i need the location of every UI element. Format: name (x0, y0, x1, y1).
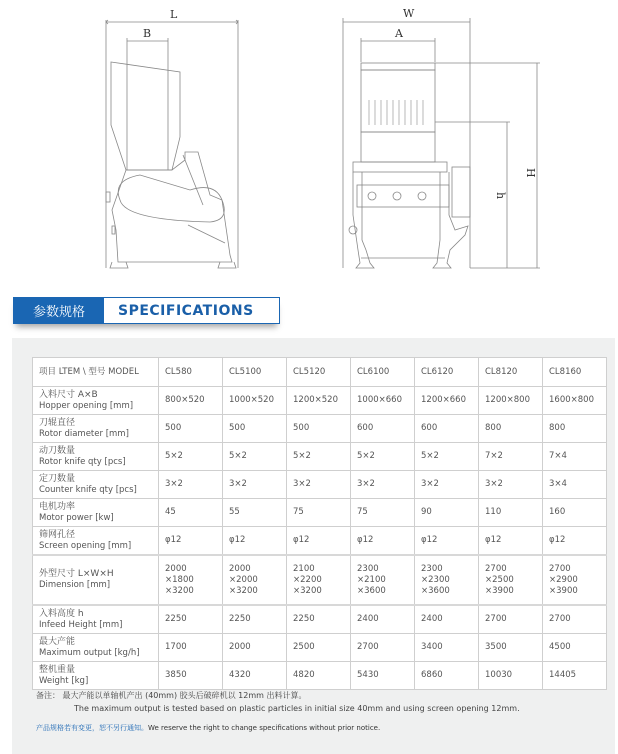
remarks-label: 备注： (36, 691, 60, 700)
table-row (33, 527, 607, 556)
dimension-part: ×3600 (421, 585, 450, 596)
specifications-title-cn: 参数规格 (14, 298, 104, 323)
table-cell: 3×2 (159, 471, 223, 499)
table-cell: φ12 (479, 527, 543, 556)
table-header-row (33, 358, 607, 387)
change-notice-cn: 产品规格若有变更，恕不另行通知。 (36, 724, 148, 732)
table-cell: 160 (543, 499, 607, 527)
table-cell: 1700 (159, 634, 223, 662)
table-cell: 4320 (223, 662, 287, 690)
table-row (33, 443, 607, 471)
table-cell: 4500 (543, 634, 607, 662)
dimension-part: ×2000 (229, 574, 258, 585)
model-header-cell: CL8160 (543, 358, 607, 387)
table-row (33, 634, 607, 662)
row-label-en: Dimension [mm] (39, 580, 111, 590)
table-cell: 6860 (415, 662, 479, 690)
dimension-part: ×3200 (165, 585, 194, 596)
row-label-en: Screen opening [mm] (39, 540, 132, 551)
table-row (33, 499, 607, 527)
row-label-cn: 外型尺寸 L×W×H (39, 569, 114, 579)
dimension-part: ×2900 (549, 574, 578, 585)
table-cell: φ12 (159, 527, 223, 556)
table-cell: 90 (415, 499, 479, 527)
dimension-part: ×1800 (165, 574, 194, 585)
remarks (36, 689, 520, 715)
table-cell: 2700 (479, 605, 543, 634)
row-label-cell (33, 662, 159, 690)
table-cell: 3850 (159, 662, 223, 690)
table-cell: 500 (287, 415, 351, 443)
dim-W-label: W (403, 7, 415, 20)
model-header-cell: CL6120 (415, 358, 479, 387)
row-label-cell (33, 527, 159, 556)
change-notice-en: We reserve the right to change specifications without prior notice. (148, 724, 381, 732)
row-label-cn: 整机重量 (39, 664, 76, 675)
table-cell: 5430 (351, 662, 415, 690)
table-cell: 1200×800 (479, 387, 543, 415)
table-cell: 2700 (351, 634, 415, 662)
table-cell: φ12 (415, 527, 479, 556)
dim-B-label: B (143, 27, 152, 40)
table-cell: 1600×800 (543, 387, 607, 415)
table-cell: 1000×520 (223, 387, 287, 415)
table-cell: 110 (479, 499, 543, 527)
dimension-part: ×3200 (293, 585, 322, 596)
table-cell: 4820 (287, 662, 351, 690)
dimension-part: ×2500 (485, 574, 514, 585)
row-label-cn: 定刀数量 (39, 473, 76, 484)
dimension-part: 2000 (229, 563, 251, 574)
table-cell: 800 (543, 415, 607, 443)
row-label-cell (33, 415, 159, 443)
table-row (33, 605, 607, 634)
model-header-cell: CL5100 (223, 358, 287, 387)
table-cell: φ12 (287, 527, 351, 556)
table-cell: 7×4 (543, 443, 607, 471)
table-cell: 2000 (223, 634, 287, 662)
model-header-cell: CL6100 (351, 358, 415, 387)
table-cell: 75 (351, 499, 415, 527)
table-cell: 2700 (543, 605, 607, 634)
table-cell: 45 (159, 499, 223, 527)
table-cell (223, 555, 287, 605)
table-cell: 5×2 (223, 443, 287, 471)
row-label-en: Maximum output [kg/h] (39, 647, 140, 658)
machine-side-view-drawing (0, 0, 618, 280)
dimension-part: 2300 (357, 563, 379, 574)
model-header-cell: CL5120 (287, 358, 351, 387)
table-cell: 2400 (351, 605, 415, 634)
table-cell: 2250 (287, 605, 351, 634)
dim-h-label: h (494, 192, 507, 200)
table-cell: 3×2 (287, 471, 351, 499)
table-row (33, 662, 607, 690)
dimension-part: ×2100 (357, 574, 386, 585)
dimension-part: 2000 (165, 563, 187, 574)
header-label-cell: 项目 LTEM \ 型号 MODEL (33, 358, 159, 387)
row-label-en: Motor power [kw] (39, 512, 114, 523)
table-cell: 600 (415, 415, 479, 443)
table-cell: 800×520 (159, 387, 223, 415)
table-cell: 3×2 (479, 471, 543, 499)
table-cell: 1000×660 (351, 387, 415, 415)
table-cell: 800 (479, 415, 543, 443)
table-cell (159, 555, 223, 605)
model-header-cell: CL8120 (479, 358, 543, 387)
table-cell: 3×4 (543, 471, 607, 499)
table-cell (479, 555, 543, 605)
dimension-part: ×3200 (229, 585, 258, 596)
dimension-part: ×3600 (357, 585, 386, 596)
row-label-cell (33, 634, 159, 662)
specifications-table (32, 357, 607, 690)
table-cell: 2500 (287, 634, 351, 662)
row-label-en: Infeed Height [mm] (39, 619, 123, 630)
table-cell: 55 (223, 499, 287, 527)
row-label-cell (33, 605, 159, 634)
table-cell: 2250 (159, 605, 223, 634)
row-label-en: Rotor knife qty [pcs] (39, 456, 126, 467)
table-cell (351, 555, 415, 605)
table-cell (287, 555, 351, 605)
remarks-text-cn: 最大产能以单轴机产出 (40mm) 胶头后破碎机以 12mm 出料计算。 (62, 691, 307, 700)
row-label-cell (33, 555, 159, 605)
model-header-cell: CL580 (159, 358, 223, 387)
row-label-en: Hopper opening [mm] (39, 400, 134, 411)
dim-L-label: L (170, 8, 178, 21)
table-cell: 5×2 (351, 443, 415, 471)
row-label-cell (33, 387, 159, 415)
table-row (33, 415, 607, 443)
dim-A-label: A (395, 27, 403, 40)
table-cell (543, 555, 607, 605)
table-cell: φ12 (223, 527, 287, 556)
table-cell: 3500 (479, 634, 543, 662)
dimension-part: 2700 (485, 563, 507, 574)
table-cell: 5×2 (159, 443, 223, 471)
dimension-part: ×3900 (549, 585, 578, 596)
table-cell: 500 (159, 415, 223, 443)
row-label-cn: 动刀数量 (39, 445, 76, 456)
dimension-part: 2100 (293, 563, 315, 574)
row-label-cell (33, 499, 159, 527)
change-notice (36, 723, 380, 733)
table-cell: 75 (287, 499, 351, 527)
table-row (33, 387, 607, 415)
specifications-title-en: SPECIFICATIONS (104, 298, 279, 323)
specifications-header (13, 297, 280, 324)
row-label-cell (33, 443, 159, 471)
row-label-cn: 电机功率 (39, 501, 76, 512)
row-label-cn: 入料高度 h (39, 608, 84, 619)
table-cell: 500 (223, 415, 287, 443)
row-label-cn: 入料尺寸 A×B (39, 389, 98, 400)
dimension-part: 2300 (421, 563, 443, 574)
table-cell: 3400 (415, 634, 479, 662)
table-cell: 10030 (479, 662, 543, 690)
table-row (33, 555, 607, 605)
dimension-part: 2700 (549, 563, 571, 574)
table-cell: 5×2 (287, 443, 351, 471)
table-cell: 3×2 (223, 471, 287, 499)
table-cell: 7×2 (479, 443, 543, 471)
table-cell: φ12 (351, 527, 415, 556)
row-label-cn: 刀辊直径 (39, 417, 76, 428)
table-row (33, 471, 607, 499)
dimension-part: ×2300 (421, 574, 450, 585)
table-cell: 1200×520 (287, 387, 351, 415)
row-label-cn: 最大产能 (39, 636, 76, 647)
table-cell: 2400 (415, 605, 479, 634)
table-cell: 2250 (223, 605, 287, 634)
table-cell: 5×2 (415, 443, 479, 471)
remarks-text-en: The maximum output is tested based on plastic particles in initial size 40mm and using screen opening 12mm. (74, 704, 520, 713)
row-label-en: Rotor diameter [mm] (39, 428, 129, 439)
technical-drawings (0, 0, 618, 280)
table-cell: φ12 (543, 527, 607, 556)
row-label-en: Counter knife qty [pcs] (39, 484, 137, 495)
row-label-cn: 筛网孔径 (39, 529, 76, 540)
table-cell: 1200×660 (415, 387, 479, 415)
table-cell: 3×2 (351, 471, 415, 499)
dimension-part: ×2200 (293, 574, 322, 585)
table-cell: 600 (351, 415, 415, 443)
dimension-part: ×3900 (485, 585, 514, 596)
table-cell: 3×2 (415, 471, 479, 499)
row-label-en: Weight [kg] (39, 675, 89, 686)
table-cell (415, 555, 479, 605)
dim-H-label: H (524, 168, 537, 178)
row-label-cell (33, 471, 159, 499)
table-cell: 14405 (543, 662, 607, 690)
